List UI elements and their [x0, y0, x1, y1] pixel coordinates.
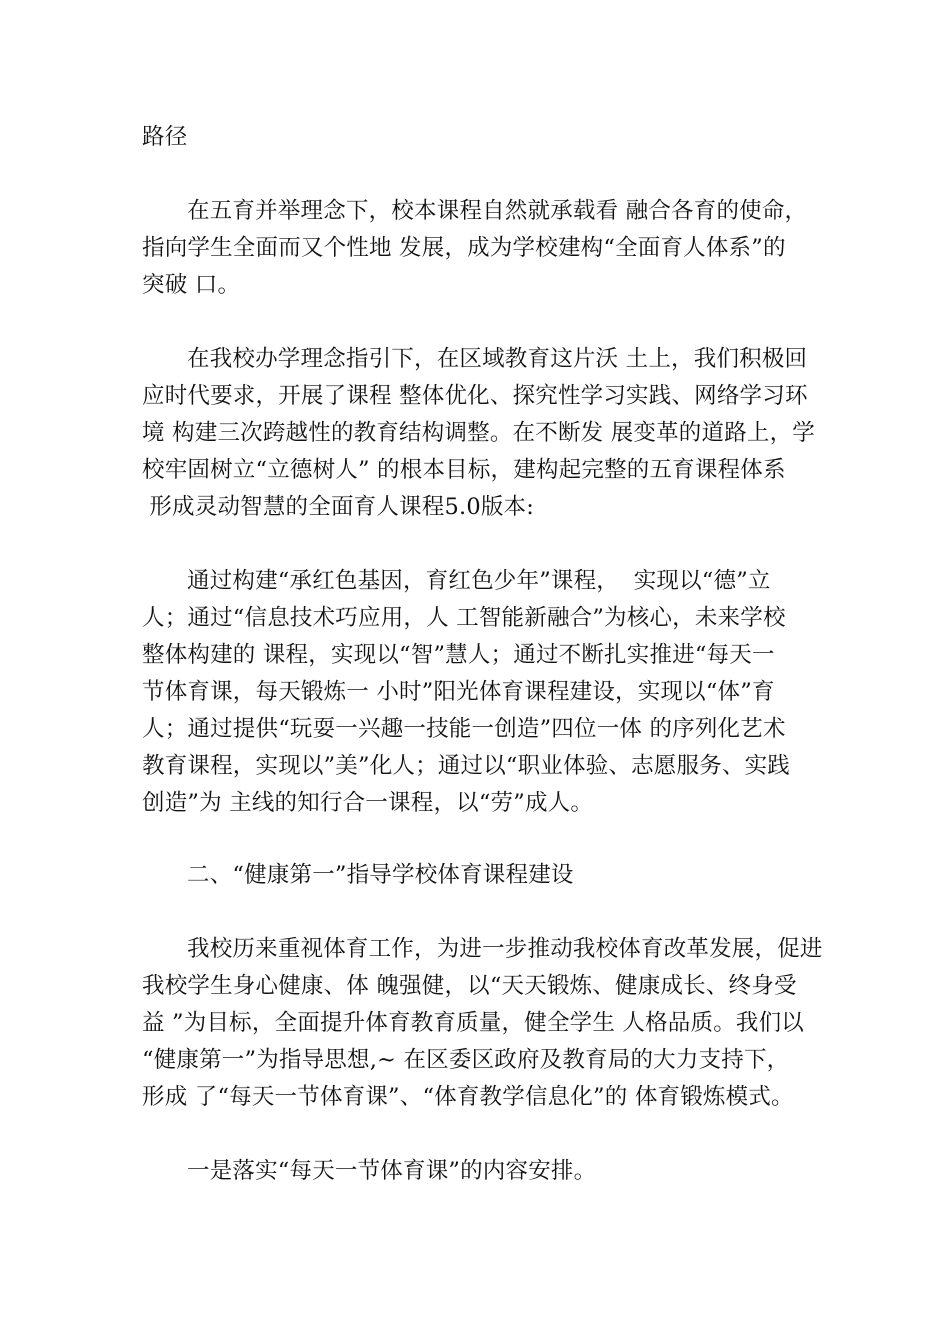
- paragraph-line: 在五育并举理念下，校本课程自然就承载看 融合各育的使命，: [187, 198, 808, 224]
- paragraph-line: 在我校办学理念指引下，在区域教育这片沃 土上，我们积极回: [187, 346, 808, 372]
- paragraph-line: 益 ”为目标，全面提升体育教育质量，健全学生 人格品质。我们以: [142, 1010, 805, 1036]
- paragraph-line: 我校学生身心健康、体 魄强健，以“天天锻炼、健康成长、终身受: [142, 973, 797, 999]
- paragraph-line: 创造”为 主线的知行合一课程，以“劳”成人。: [142, 790, 594, 816]
- paragraph-line: 指向学生全面而又个性地 发展，成为学校建构“全面育人体系”的: [142, 235, 786, 261]
- paragraph-line: 通过构建“承红色基因，育红色少年”课程， 实现以“德”立: [187, 568, 771, 594]
- paragraph-line: 整体构建的 课程，实现以“智”慧人；通过不断扎实推进“每天一: [142, 642, 775, 668]
- paragraph-line: 校牢固树立“立德树人” 的根本目标，建构起完整的五育课程体系: [142, 457, 786, 483]
- paragraph-line: 突破 口。: [142, 272, 241, 298]
- paragraph-line: “健康第一”为指导思想,~ 在区委区政府及教育局的大力支持下，: [142, 1047, 790, 1073]
- paragraph-line: 应时代要求，开展了课程 整体优化、探究性学习实践、网络学习环: [142, 383, 808, 409]
- paragraph-line: 形成灵动智慧的全面育人课程5.0版本:: [142, 494, 535, 520]
- paragraph-line: 我校历来重视体育工作，为进一步推动我校体育改革发展，促进: [187, 936, 823, 962]
- paragraph-line: 教育课程，实现以”美”化人；通过以“职业体验、志愿服务、实践: [142, 753, 791, 779]
- heading-fragment: 路径: [142, 124, 188, 150]
- paragraph-line: 人；通过“信息技术巧应用，人 工智能新融合”为核心，未来学校: [142, 605, 786, 631]
- paragraph-line: 节体育课，每天锻炼一 小时”阳光体育课程建设，实现以“体”育: [142, 679, 775, 705]
- paragraph-line: 形成 了“每天一节体育课”、“体育教学信息化”的 体育锻炼模式。: [142, 1084, 794, 1110]
- section-heading: 二、“健康第一”指导学校体育课程建设: [187, 862, 574, 888]
- paragraph-line: 人；通过提供“玩耍一兴趣一技能一创造”四位一体 的序列化艺术: [142, 716, 786, 742]
- paragraph-line: 境 构建三次跨越性的教育结构调整。在不断发 展变革的道路上，学: [142, 420, 816, 446]
- subsection-point: 一是落实“每天一节体育课”的内容安排。: [187, 1158, 597, 1184]
